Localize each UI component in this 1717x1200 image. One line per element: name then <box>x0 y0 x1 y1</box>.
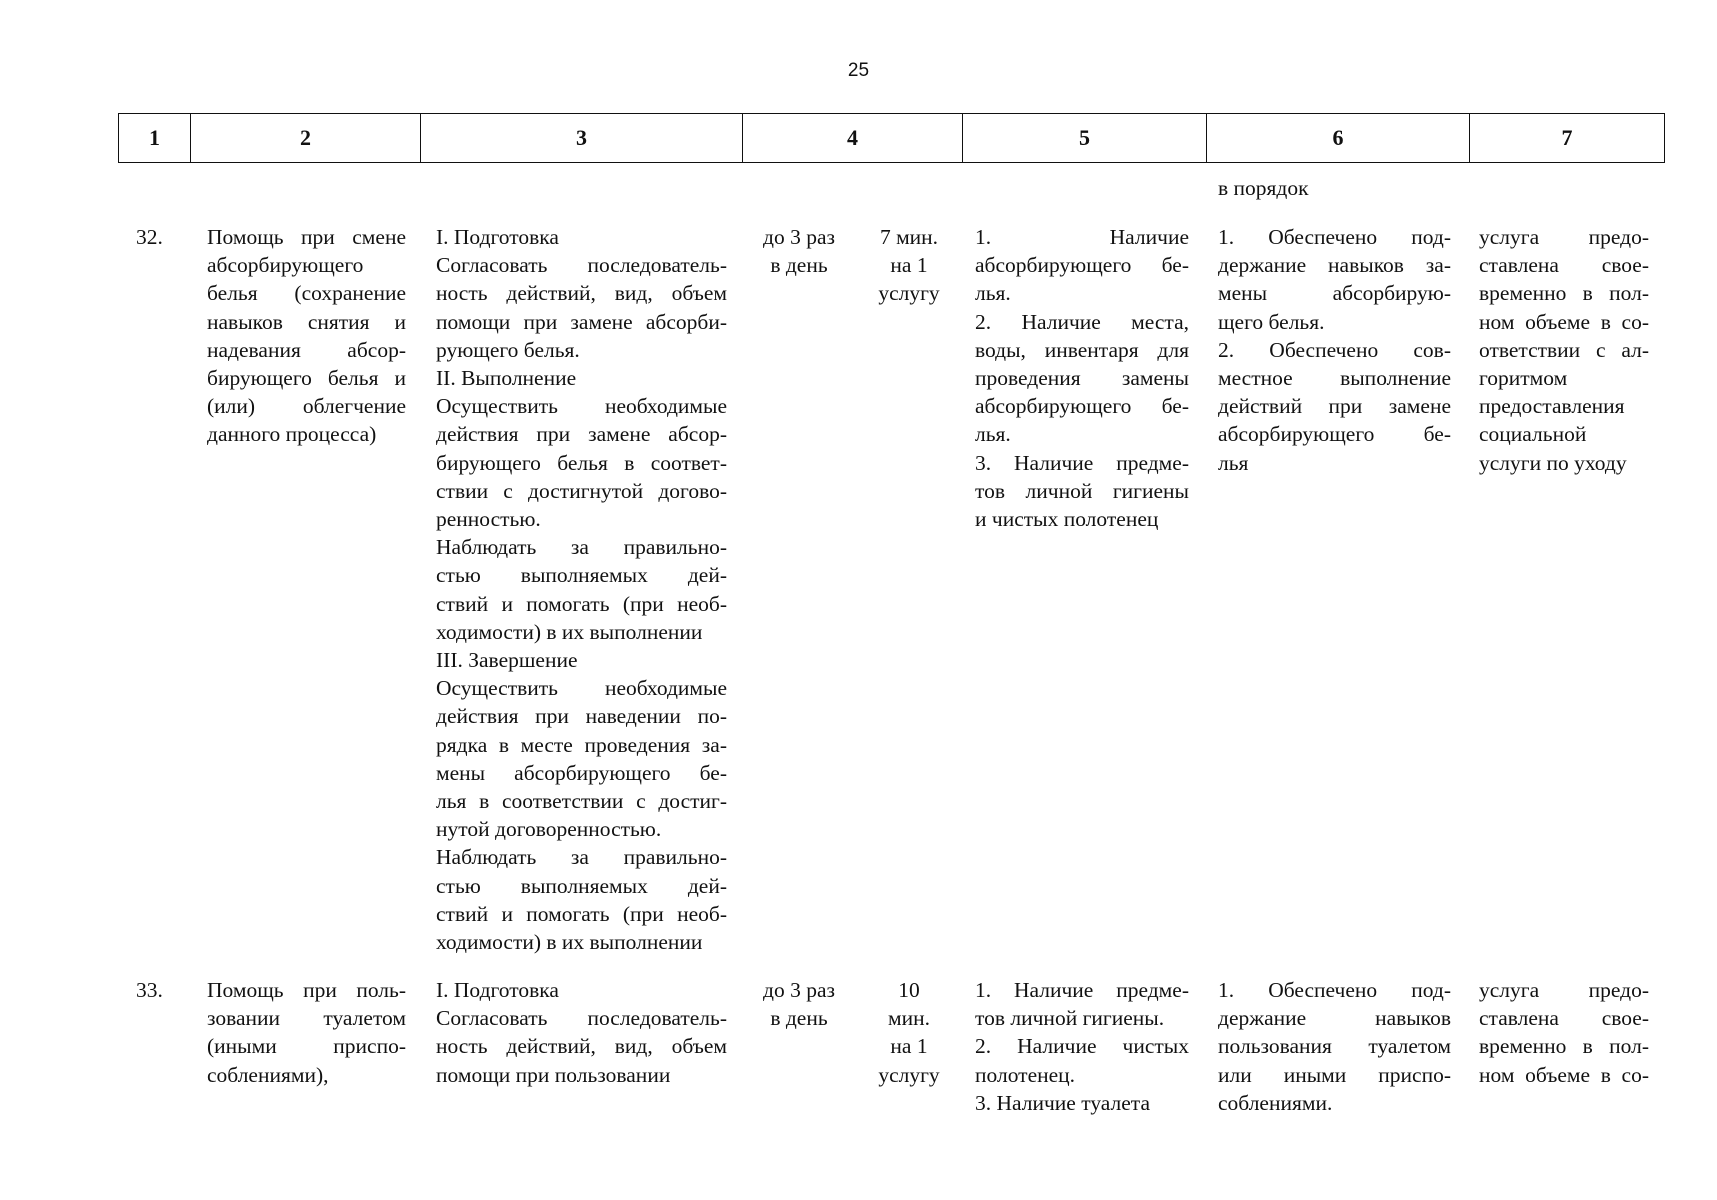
cell-line: ходимости) в их выполнении <box>436 930 703 955</box>
cell-line: I. Подготовка <box>436 225 559 249</box>
cell-line: (или) облегчение <box>207 394 406 419</box>
cell-line: бирующего белья в соответ- <box>436 450 727 475</box>
cell-line: лья <box>1218 450 1249 475</box>
row-2-num <box>136 976 174 1004</box>
cell-line: горитмом <box>1479 366 1568 391</box>
header-col-5: 5 <box>963 114 1207 162</box>
cell-line: Наблюдать за правильно- <box>436 845 727 870</box>
cell-line: тов личной гигиены. <box>975 1006 1165 1031</box>
cell-line: местное выполнение <box>1218 366 1451 391</box>
table-header-row <box>118 113 1665 163</box>
cell-line: абсорбирующего <box>207 253 364 278</box>
header-col-3: 3 <box>421 114 743 162</box>
cell-line: 1. Наличие предме- <box>975 978 1189 1002</box>
cell-line: социальной <box>1479 422 1587 447</box>
cell-line: стью выполняемых дей- <box>436 873 727 898</box>
cell-line: помощи при замене абсорби- <box>436 309 727 334</box>
row-2-evaluation <box>1479 976 1649 1089</box>
cell-line: ходимости) в их выполнении <box>436 619 703 644</box>
cell-line: Согласовать последователь- <box>436 253 727 278</box>
cell-line: надевания абсор- <box>207 337 406 362</box>
cell-line: рующего белья. <box>436 337 580 362</box>
cell-line: мин. <box>888 1006 930 1031</box>
cell-line: услугу <box>878 1062 940 1087</box>
row-1-frequency <box>756 223 842 279</box>
cell-line: помощи при пользовании <box>436 1062 671 1087</box>
cell-line: держание навыков за- <box>1218 253 1451 278</box>
row-1-actions <box>436 223 727 956</box>
cell-line: или иными приспо- <box>1218 1062 1451 1087</box>
cell-line: действия при замене абсор- <box>436 422 727 447</box>
row-2-duration <box>870 976 948 1089</box>
cell-line: 3. Наличие предме- <box>975 450 1189 475</box>
cell-line: соблениями), <box>207 1062 329 1087</box>
cell-line: (иными приспо- <box>207 1034 406 1059</box>
cell-line: лья в соответствии с достиг- <box>436 789 727 814</box>
header-col-4: 4 <box>743 114 963 162</box>
cell-line: 7 мин. <box>879 225 939 249</box>
row-1-results <box>1218 223 1451 477</box>
cell-line: абсорбирующего бе- <box>975 394 1189 419</box>
header-col-6: 6 <box>1207 114 1470 162</box>
cell-line: ответствии с ал- <box>1479 337 1649 362</box>
cell-line: I. Подготовка <box>436 978 559 1002</box>
cell-line: 2. Обеспечено сов- <box>1218 337 1451 362</box>
cell-line: ренностью. <box>436 507 541 532</box>
cell-line: 33. <box>136 978 163 1002</box>
cell-line: 32. <box>136 225 163 249</box>
cell-line: временно в пол- <box>1479 281 1649 306</box>
row-1-duration <box>870 223 948 308</box>
row-1-conditions <box>975 223 1189 533</box>
cell-line: 1. Обеспечено под- <box>1218 225 1451 249</box>
cell-line: услуга предо- <box>1479 225 1649 249</box>
cell-line: ном объеме в со- <box>1479 309 1649 334</box>
cell-line: 2. Наличие чистых <box>975 1034 1189 1059</box>
row-1-num <box>136 223 174 251</box>
cell-line: пользования туалетом <box>1218 1034 1451 1059</box>
cell-line: до 3 раз <box>763 978 835 1002</box>
cell-line: ствий и помогать (при необ- <box>436 901 727 926</box>
row-2-conditions <box>975 976 1189 1117</box>
cell-line: Осуществить необходимые <box>436 676 727 701</box>
cell-line: рядка в месте проведения за- <box>436 732 727 757</box>
header-col-2: 2 <box>191 114 421 162</box>
cell-line: ствий и помогать (при необ- <box>436 591 727 616</box>
cell-line: проведения замены <box>975 366 1189 391</box>
continuation-text: в порядок <box>1218 176 1309 200</box>
cell-line: действий при замене <box>1218 394 1451 419</box>
cell-line: навыков снятия и <box>207 309 406 334</box>
cell-line: 1. Обеспечено под- <box>1218 978 1451 1002</box>
cell-line: держание навыков <box>1218 1006 1451 1031</box>
cell-line: щего белья. <box>1218 309 1325 334</box>
cell-line: лья. <box>975 281 1011 306</box>
cell-line: абсорбирующего бе- <box>975 253 1189 278</box>
cell-line: действия при наведении по- <box>436 704 727 729</box>
cell-line: до 3 раз <box>763 225 835 249</box>
cell-line: на 1 <box>890 1034 928 1059</box>
cell-line: ставлена свое- <box>1479 253 1649 278</box>
cell-line: полотенец. <box>975 1062 1076 1087</box>
cell-line: тов личной гигиены <box>975 478 1189 503</box>
cell-line: стью выполняемых дей- <box>436 563 727 588</box>
cell-line: 3. Наличие туалета <box>975 1090 1151 1115</box>
row-1-service <box>207 223 406 449</box>
cell-line: лья. <box>975 422 1011 447</box>
header-col-1: 1 <box>119 114 191 162</box>
cell-line: 1. Наличие <box>975 225 1189 249</box>
cell-line: услуга предо- <box>1479 978 1649 1002</box>
row-2-frequency <box>756 976 842 1032</box>
cell-line: ность действий, вид, объем <box>436 281 727 306</box>
row-2-service <box>207 976 406 1089</box>
cell-line: II. Выполнение <box>436 366 577 391</box>
cell-line: Помощь при поль- <box>207 978 406 1002</box>
cell-line: нутой договоренностью. <box>436 817 662 842</box>
cell-line: Помощь при смене <box>207 225 406 249</box>
cell-line: ствии с достигнутой догово- <box>436 478 727 503</box>
cell-line: бирующего белья и <box>207 366 406 391</box>
cell-line: воды, инвентаря для <box>975 337 1189 362</box>
cell-line: в день <box>770 1006 828 1031</box>
cell-line: ставлена свое- <box>1479 1006 1649 1031</box>
cell-line: на 1 <box>890 253 928 278</box>
cell-line: 10 <box>898 978 920 1002</box>
cell-line: соблениями. <box>1218 1090 1333 1115</box>
cell-line: белья (сохранение <box>207 281 406 306</box>
cell-line: Осуществить необходимые <box>436 394 727 419</box>
cell-line: мены абсорбирующего бе- <box>436 760 727 785</box>
cell-line: Согласовать последователь- <box>436 1006 727 1031</box>
cell-line: мены абсорбирую- <box>1218 281 1451 306</box>
cell-line: временно в пол- <box>1479 1034 1649 1059</box>
row-2-results <box>1218 976 1451 1117</box>
page-number: 25 <box>847 60 870 81</box>
cell-line: ность действий, вид, объем <box>436 1034 727 1059</box>
row-2-actions <box>436 976 727 1089</box>
cell-line: данного процесса) <box>207 422 377 447</box>
cell-line: услугу <box>878 281 940 306</box>
cell-line: абсорбирующего бе- <box>1218 422 1451 447</box>
cell-line: ном объеме в со- <box>1479 1062 1649 1087</box>
cell-line: III. Завершение <box>436 648 578 673</box>
cell-line: 2. Наличие места, <box>975 309 1189 334</box>
cell-line: Наблюдать за правильно- <box>436 535 727 560</box>
cell-line: и чистых полотенец <box>975 507 1159 532</box>
cell-line: услуги по уходу <box>1479 450 1627 475</box>
header-col-7: 7 <box>1561 125 1573 150</box>
cell-line: предоставления <box>1479 394 1625 419</box>
cell-line: в день <box>770 253 828 278</box>
cell-line: зовании туалетом <box>207 1006 406 1031</box>
row-1-evaluation <box>1479 223 1649 477</box>
